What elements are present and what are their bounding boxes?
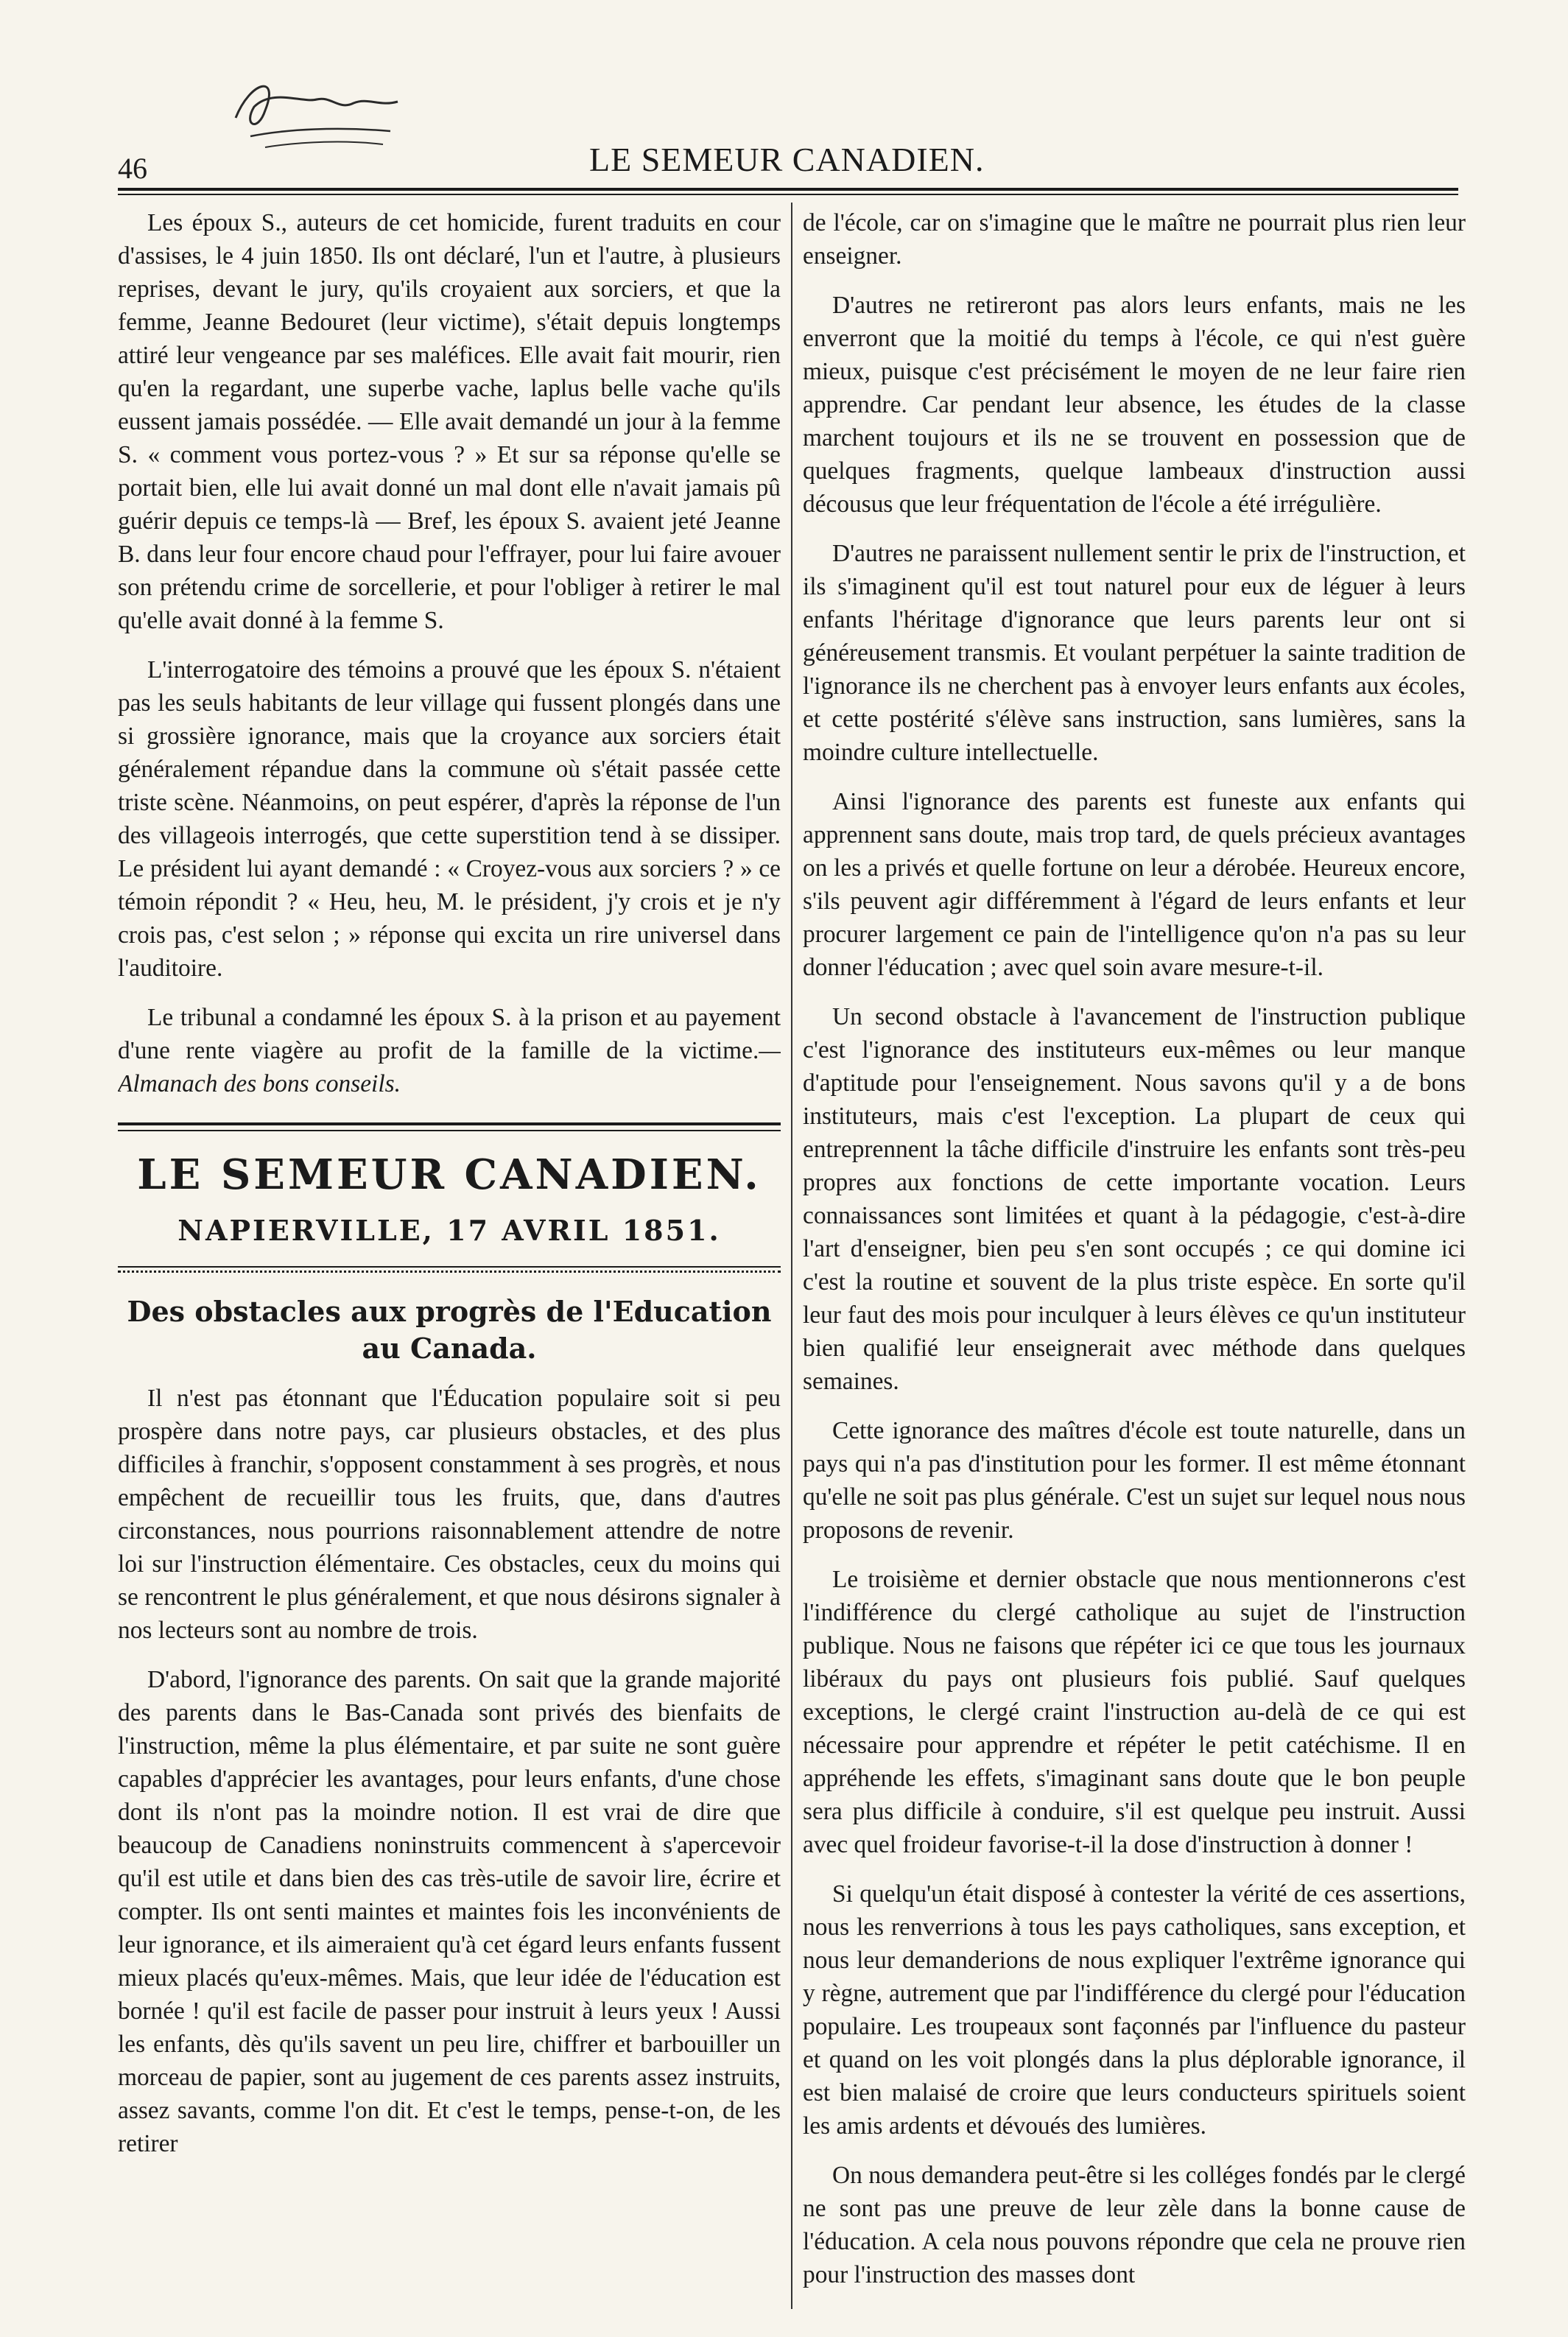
page-number: 46 <box>118 152 147 185</box>
article-headline: Des obstacles aux progrès de l'Education au Canada. <box>127 1295 772 1365</box>
dateline: NAPIERVILLE, 17 AVRIL 1851. <box>177 1214 721 1247</box>
masthead-rule-thin <box>118 1130 781 1131</box>
article-paragraph: D'autres ne paraissent nullement sentir le prix de l'instruction, et ils s'imaginent qu'il est tout naturel pour eux de léguer à leurs enfants l'héritage d'ignorance que leurs parents leur ont si généreusement transmis. Et voulant perpétuer la sainte tradition de l'ignorance ils ne cherchent pas à envoyer leurs enfants aux écoles, et cette postérité s'élève sans instruction, sans lumières, sans la moindre culture intellectuelle. <box>803 540 1466 766</box>
handwritten-signature <box>221 66 412 155</box>
article-paragraph: D'autres ne retireront pas alors leurs enfants, mais ne les enverront que la moitié du temps à l'école, ce qui n'est guère mieux, puisque c'est précisément le moyen de ne leur faire rien apprendre. Car pendant leur absence, les études de la classe marchent toujours et ils ne se trouvent en possession que de quelques fragments, quelque lambeaux d'instruction aussi décousus que leur fréquentation de l'école a été irrégulière. <box>803 292 1466 518</box>
right-column <box>803 206 1466 2305</box>
article-paragraph: Le troisième et dernier obstacle que nous mentionnerons c'est l'indifférence du clergé catholique au sujet de l'instruction publique. Nous ne faisons que répéter ici ce que tous les journaux libéraux du pays ont plusieurs fois publié. Sauf quelques exceptions, le clergé craint l'instruction au-delà de ce qui est nécessaire pour apprendre et répéter le petit catéchisme. Il en appréhende les effets, s'imaginant sans doute que le bon peuple sera plus difficile à conduire, s'il est quelque peu instruit. Aussi avec quel froideur favorise-t-il la dose d'instruction à donner ! <box>803 1566 1466 1858</box>
intro-paragraph: L'interrogatoire des témoins a prouvé que les époux S. n'étaient pas les seuls habitants de leur village qui fussent plongés dans une si grossière ignorance, mais que la croyance aux sorciers était généralement répandue dans la commune où s'était passée cette triste scène. Néanmoins, on peut espérer, d'après la réponse de l'un des villageois interrogés, que cette superstition tend à se dissiper. Le président lui ayant demandé : « Croyez-vous aux sorciers ? » ce témoin répondit ? « Heu, heu, M. le président, j'y crois et je n'y crois pas, c'est selon ; » réponse qui excita un rire universel dans l'auditoire. <box>118 656 781 982</box>
article-paragraph: Si quelqu'un était disposé à contester la vérité de ces assertions, nous les renverrions à tous les pays catholiques, sans exception, et nous leur demanderions de nous expliquer l'extrême ignorance qui y règne, autrement que par l'indifférence du clergé pour l'éducation populaire. Les troupeaux sont façonnés par l'influence du pasteur et quand on les voit plongés dans la plus déplorable ignorance, il est bien malaisé de croire que leurs conducteurs spirituels soient les amis ardents et dévoués des lumières. <box>803 1880 1466 2140</box>
dateline-rule <box>118 1266 781 1268</box>
column-divider <box>791 203 792 2309</box>
masthead-rule <box>118 1122 781 1125</box>
article-paragraph: On nous demandera peut-être si les colléges fondés par le clergé ne sont pas une preuve de leur zèle dans la bonne cause de l'éducation. A cela nous pouvons répondre que cela ne prouve rien pour l'instruction des masses dont <box>803 2162 1466 2288</box>
intro-paragraph <box>118 1001 781 1100</box>
article-paragraph: D'abord, l'ignorance des parents. On sait que la grande majorité des parents dans le Bas-Canada sont privés des bienfaits de l'instruction, même la plus élémentaire, et par suite ne sont guère capables d'apprécier les avantages, pour leurs enfants, d'une chose dont ils n'ont pas la moindre notion. Il est vrai de dire que beaucoup de Canadiens noninstruits commencent à s'apercevoir qu'il est utile et dans bien des cas très-utile de savoir lire, écrire et compter. Ils ont senti maintes et maintes fois les inconvénients de leur ignorance, et ils aimeraient qu'à cet égard leurs enfants fussent mieux placés qu'eux-mêmes. Mais, que leur idée de l'éducation est bornée ! qu'il est facile de passer pour instruit à leurs yeux ! Aussi les enfants, dès qu'ils savent un peu lire, chiffrer et barbouiller un morceau de papier, sont au jugement de ces parents assez instruits, assez savants, comme l'on dit. Et c'est le temps, pense-t-on, de les retirer <box>118 1666 781 2157</box>
article-paragraph: Il n'est pas étonnant que l'Éducation populaire soit si peu prospère dans notre pays, car plusieurs obstacles, et des plus difficiles à franchir, s'opposent constamment à ses progrès, et nous empêchent de recueillir tous les fruits, que, dans d'autres circonstances, nous pourrions raisonnablement attendre de notre loi sur l'instruction élémentaire. Ces obstacles, ceux du moins qui se rencontrent le plus généralement, et que nous désirons signaler à nos lecteurs sont au nombre de trois. <box>118 1385 781 1644</box>
article-paragraph: Un second obstacle à l'avancement de l'instruction publique c'est l'ignorance des instituteurs eux-mêmes ou leur manque d'aptitude pour l'enseignement. Nous savons qu'il y a de bons instituteurs, mais c'est l'exception. La plupart de ceux qui entreprennent la tâche difficile d'instruire les enfants sont très-peu propres aux fonctions de cette importante vocation. Leurs connaissances sont limitées et quant à la pédagogie, c'est-à-dire l'art d'enseigner, bien peu s'en sont occupés ; ce qui domine ici c'est la routine et souvent de la plus triste espèce. En sorte qu'il leur faut des mois pour inculquer à leurs élèves ce qu'un instituteur bien qualifié leur enseignerait avec méthode dans quelques semaines. <box>803 1003 1466 1395</box>
masthead-title: LE SEMEUR CANADIEN. <box>137 1150 762 1199</box>
intro-paragraph: Les époux S., auteurs de cet homicide, furent traduits en cour d'assises, le 4 juin 1850. Ils ont déclaré, l'un et l'autre, à plusieurs reprises, devant le jury, qu'ils croyaient aux sorciers, et que la femme, Jeanne Bedouret (leur victime), s'était depuis longtemps attiré leur vengeance par ses maléfices. Elle avait fait mourir, rien qu'en la regardant, une superbe vache, laplus belle vache qu'ils eussent jamais possédée. — Elle avait demandé un jour à la femme S. « comment vous portez-vous ? » Et sur sa réponse qu'elle se portait bien, elle lui avait donné un mal dont elle n'avait jamais pû guérir depuis ce temps-là — Bref, les époux S. avaient jeté Jeanne B. dans leur four encore chaud pour l'effrayer, pour lui faire avouer son prétendu crime de sorcellerie, et pour l'obliger à retirer le mal qu'elle avait donné à la femme S. <box>118 209 781 634</box>
left-column <box>118 206 781 2305</box>
dateline-rule-dotted <box>118 1271 781 1273</box>
article-paragraph: Ainsi l'ignorance des parents est funeste aux enfants qui apprennent sans doute, mais trop tard, de quels précieux avantages on les a privés et quelle fortune on leur a dérobée. Heureux encore, s'ils peuvent agir différemment à l'égard de leurs enfants et leur procurer largement ce pain de l'intelligence qu'on n'a pas su leur donner l'éducation ; avec quel soin avare mesure-t-il. <box>803 788 1466 981</box>
header-rule-thin <box>118 194 1458 195</box>
intro-paragraph-text: Le tribunal a condamné les époux S. à la prison et au payement d'une rente viagère au profit de la famille de la victime. <box>118 1004 781 1064</box>
running-head: LE SEMEUR CANADIEN. <box>589 141 985 178</box>
article-paragraph: de l'école, car on s'imagine que le maître ne pourrait plus rien leur enseigner. <box>803 209 1466 270</box>
header-rule <box>118 188 1458 191</box>
article-paragraph: Cette ignorance des maîtres d'école est toute naturelle, dans un pays qui n'a pas d'institution pour les former. Il est même étonnant qu'elle ne soit pas plus générale. C'est un sujet sur lequel nous nous proposons de revenir. <box>803 1417 1466 1544</box>
source-attribution: —Almanach des bons conseils. <box>118 1037 781 1097</box>
